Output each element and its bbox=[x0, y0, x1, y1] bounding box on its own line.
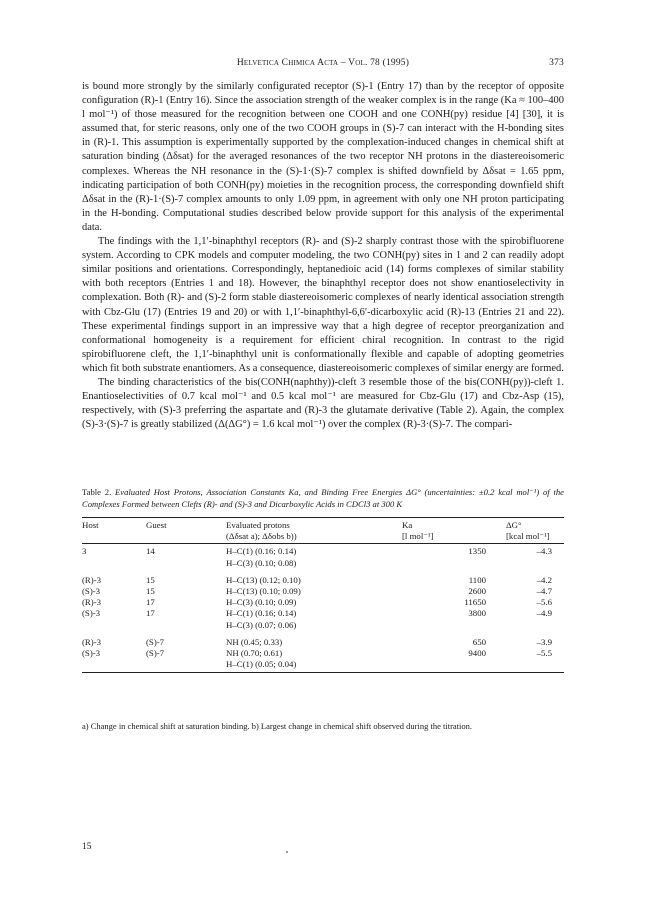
paragraph-3: The binding characteristics of the bis(CONH(naphthy))-cleft 3 resemble those of the bis(CONH(py))-cleft 1. Enantioselectivities of 0.7 kcal mol⁻¹ and 0.5 kcal mol⁻¹ are measured for Cbz-Glu (17) and Cbz-Asp (15), respectively, with (S)-3 preferring the aspartate and (R)-3 the glutamate derivative (Table 2). Again, the complex (S)-3·(S)-7 is greatly stabilized (Δ(ΔG°) = 1.6 kcal mol⁻¹) over the complex (R)-3·(S)-7. The compari- bbox=[82, 376, 564, 431]
cell-host: (S)-3 bbox=[82, 608, 101, 619]
table-caption-label: Table 2. bbox=[82, 487, 112, 497]
cell-guest bbox=[146, 558, 226, 569]
cell-ka bbox=[402, 558, 506, 569]
cell-dg: –5.5 bbox=[536, 648, 552, 659]
header-ka-label: Ka bbox=[402, 520, 413, 530]
table-row bbox=[82, 586, 564, 597]
table-caption bbox=[82, 487, 564, 510]
cell-host: (R)-3 bbox=[82, 574, 102, 585]
cell-dg bbox=[506, 558, 564, 569]
table-row bbox=[82, 558, 564, 569]
cell-ka: 3800 bbox=[468, 608, 486, 619]
cell-guest: 17 bbox=[146, 597, 155, 608]
cell-host: (S)-3 bbox=[82, 586, 101, 597]
cell-guest bbox=[146, 620, 226, 631]
header-protons-sub: (Δδsat a); Δδobs b)) bbox=[226, 531, 297, 542]
cell-guest: 17 bbox=[146, 608, 155, 619]
cell-host bbox=[82, 620, 146, 631]
header-protons bbox=[226, 518, 402, 543]
cell-ka bbox=[402, 620, 506, 631]
cell-protons: NH (0.45; 0.33) bbox=[226, 636, 283, 647]
cell-ka: 1100 bbox=[468, 574, 486, 585]
header-dg-label: ΔG° bbox=[506, 520, 522, 530]
journal-title: Helvetica Chimica Acta – Vol. 78 (1995) bbox=[236, 58, 410, 68]
header-dg-unit: [kcal mol⁻¹] bbox=[506, 531, 550, 542]
cell-host: (R)-3 bbox=[82, 636, 102, 647]
cell-host: (R)-3 bbox=[82, 597, 102, 608]
cell-dg: –5.6 bbox=[536, 597, 552, 608]
cell-host bbox=[82, 659, 146, 670]
cell-dg: –3.9 bbox=[536, 636, 552, 647]
table-2 bbox=[82, 517, 564, 673]
table-caption-text: Evaluated Host Protons, Association Constants Ka, and Binding Free Energies ΔG° (uncertainties: ±0.2 kcal mol⁻¹) of the Complexes Formed between Clefts (R)- and (S)-3 and Dicarboxylic Acids in CDCl3 at 300 K bbox=[82, 487, 564, 509]
cell-guest: (S)-7 bbox=[146, 636, 165, 647]
cell-ka: 9400 bbox=[468, 648, 486, 659]
cell-guest bbox=[146, 659, 226, 670]
cell-guest: (S)-7 bbox=[146, 648, 165, 659]
cell-guest: 15 bbox=[146, 574, 155, 585]
running-head bbox=[82, 58, 564, 72]
cell-host: 3 bbox=[82, 546, 87, 557]
header-guest: Guest bbox=[146, 520, 167, 530]
table-row bbox=[82, 597, 564, 608]
folio: 15 bbox=[82, 842, 92, 852]
table-footnote: a) Change in chemical shift at saturation binding. b) Largest change in chemical shift observed during the titration. bbox=[82, 721, 473, 731]
cell-ka: 650 bbox=[472, 636, 486, 647]
page-number: 373 bbox=[549, 58, 564, 68]
table-row bbox=[82, 631, 564, 648]
cell-dg: –4.3 bbox=[536, 546, 552, 557]
table-row bbox=[82, 569, 564, 586]
cell-ka: 1350 bbox=[468, 546, 486, 557]
table-row bbox=[82, 608, 564, 619]
cell-protons: H–C(13) (0.12; 0.10) bbox=[226, 574, 301, 585]
scan-speck bbox=[286, 851, 288, 853]
cell-protons: H–C(3) (0.10; 0.08) bbox=[226, 557, 297, 568]
cell-dg: –4.2 bbox=[536, 574, 552, 585]
body-text bbox=[82, 80, 564, 432]
paragraph-1: is bound more strongly by the similarly configurated receptor (S)-1 (Entry 17) than by the receptor of opposite configuration (R)-1 (Entry 16). Since the association strength of the weaker complex is in the range (Ka ≈ 100–400 l mol⁻¹) of those measured for the recognition between one COOH and one CONH(py) residue [4] [30], it is assumed that, for steric reasons, only one of the two COOH groups in (S)-7 can interact with the H-bonding sites in (R)-1. This assumption is experimentally supported by the complexation-induced changes in chemical shift at saturation binding (Δδsat) for the averaged resonances of the two receptor NH protons in the diastereoisomeric complexes. Whereas the NH resonance in the (S)-1·(S)-7 complex is shifted downfield by Δδsat = 1.65 ppm, indicating participation of both CONH(py) moieties in the recognition process, the corresponding downfield shift Δδsat in the (R)-1·(S)-7 complex amounts to only 1.09 ppm, in agreement with only one NH proton participating in the H-bonding. Computational studies described below provide support for this analysis of the experimental data. bbox=[82, 81, 564, 233]
cell-guest: 15 bbox=[146, 586, 155, 597]
paragraph-2: The findings with the 1,1′-binaphthyl receptors (R)- and (S)-2 sharply contrast those with the spirobifluorene system. According to CPK models and computer modeling, the two CONH(py) sites in 1 and 2 can readily adopt similar positions and orientations. Correspondingly, heptanedioic acid (14) forms complexes of similar stability with both receptors (Entries 1 and 18). However, the binaphthyl receptor does not show enantioselectivity in complexation. Both (R)- and (S)-2 form stable diastereoisomeric complexes of nearly identical association strength with Cbz-Glu (17) (Entries 19 and 20) or with 1,1′-binaphthyl-6,6′-dicarboxylic acid (R)-13 (Entries 21 and 22). These experimental findings support in an impressive way that a high degree of receptor preorganization and conformational homogeneity is a requirement for efficient chiral recognition. In contrast to the rigid spirobifluorene cleft, the 1,1′-binaphthyl unit is conformationally flexible and capable of adopting geometries which fit both substrate enantiomers. As a consequence, diastereoisomeric complexes of similar energy are formed. bbox=[82, 236, 564, 374]
data-table bbox=[82, 518, 564, 670]
cell-ka bbox=[402, 659, 506, 670]
table-bottom-rule bbox=[82, 672, 564, 673]
cell-protons: H–C(1) (0.16; 0.14) bbox=[226, 546, 297, 557]
cell-ka: 2600 bbox=[468, 586, 486, 597]
table-row bbox=[82, 544, 564, 557]
cell-protons: H–C(3) (0.10; 0.09) bbox=[226, 597, 297, 608]
cell-guest: 14 bbox=[146, 546, 155, 557]
cell-host bbox=[82, 558, 146, 569]
cell-protons: H–C(1) (0.05; 0.04) bbox=[226, 659, 297, 670]
cell-protons: NH (0.70; 0.61) bbox=[226, 648, 283, 659]
cell-protons: H–C(13) (0.10; 0.09) bbox=[226, 586, 301, 597]
table-row bbox=[82, 648, 564, 659]
cell-protons: H–C(3) (0.07; 0.06) bbox=[226, 619, 297, 630]
cell-protons: H–C(1) (0.16; 0.14) bbox=[226, 608, 297, 619]
header-host: Host bbox=[82, 520, 99, 530]
cell-dg bbox=[506, 620, 564, 631]
cell-dg: –4.9 bbox=[536, 608, 552, 619]
header-ka-unit: [l mol⁻¹] bbox=[402, 531, 434, 542]
cell-host: (S)-3 bbox=[82, 648, 101, 659]
header-protons-label: Evaluated protons bbox=[226, 520, 290, 530]
cell-dg bbox=[506, 659, 564, 670]
header-dg bbox=[506, 518, 564, 543]
cell-dg: –4.7 bbox=[536, 586, 552, 597]
header-ka bbox=[402, 518, 506, 543]
table-body bbox=[82, 544, 564, 670]
table-row bbox=[82, 659, 564, 670]
cell-ka: 11650 bbox=[464, 597, 486, 608]
table-row bbox=[82, 620, 564, 631]
